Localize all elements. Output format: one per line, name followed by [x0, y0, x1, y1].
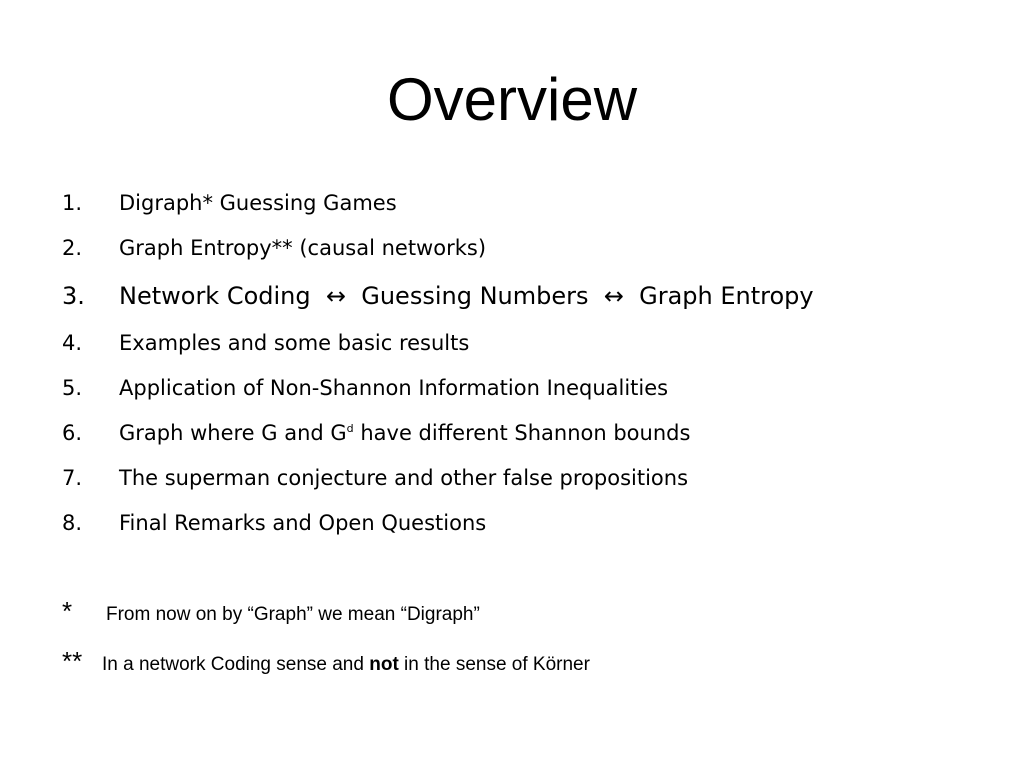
item-text: Application of Non-Shannon Information Inequalities [119, 376, 669, 400]
list-item [62, 411, 1002, 456]
footnote-text-after: in the sense of Körner [398, 654, 590, 675]
item-text-after: have different Shannon bounds [353, 421, 691, 445]
list-item [62, 181, 1002, 226]
list-item [62, 321, 1002, 366]
item-number: 6. [62, 421, 83, 445]
item-number: 2. [62, 236, 83, 260]
footnote-text: From now on by “Graph” we mean “Digraph” [106, 604, 480, 625]
item-number: 5. [62, 376, 83, 400]
list-item [62, 271, 1002, 321]
item-text: Final Remarks and Open Questions [119, 511, 487, 535]
overview-list [62, 181, 1002, 546]
item-number: 3. [62, 282, 85, 310]
list-item [62, 501, 1002, 546]
item-number: 1. [62, 191, 83, 215]
item-text: Examples and some basic results [119, 331, 470, 355]
item-number: 4. [62, 331, 83, 355]
footnote-text [102, 654, 590, 675]
footnote-bold-word: not [369, 654, 399, 675]
list-item [62, 456, 1002, 501]
item-text: Graph Entropy** (causal networks) [119, 236, 487, 260]
item-number: 7. [62, 466, 83, 490]
footnote-mark: ** [62, 646, 83, 676]
item-text: Digraph* Guessing Games [119, 191, 397, 215]
item-text: Network Coding ↔ Guessing Numbers ↔ Graph Entropy [119, 282, 814, 310]
list-item [62, 226, 1002, 271]
footnote-double-asterisk [62, 646, 590, 677]
list-item [62, 366, 1002, 411]
footnote-mark: * [62, 596, 73, 626]
superscript-d: d [346, 422, 354, 435]
item-number: 8. [62, 511, 83, 535]
item-text-before: Graph where G and G [119, 421, 347, 445]
item-text [119, 411, 690, 456]
footnote-text-before: In a network Coding sense and [102, 654, 370, 675]
item-text: The superman conjecture and other false propositions [119, 466, 689, 490]
slide-title: Overview [386, 66, 638, 133]
footnote-single-asterisk [62, 596, 480, 627]
